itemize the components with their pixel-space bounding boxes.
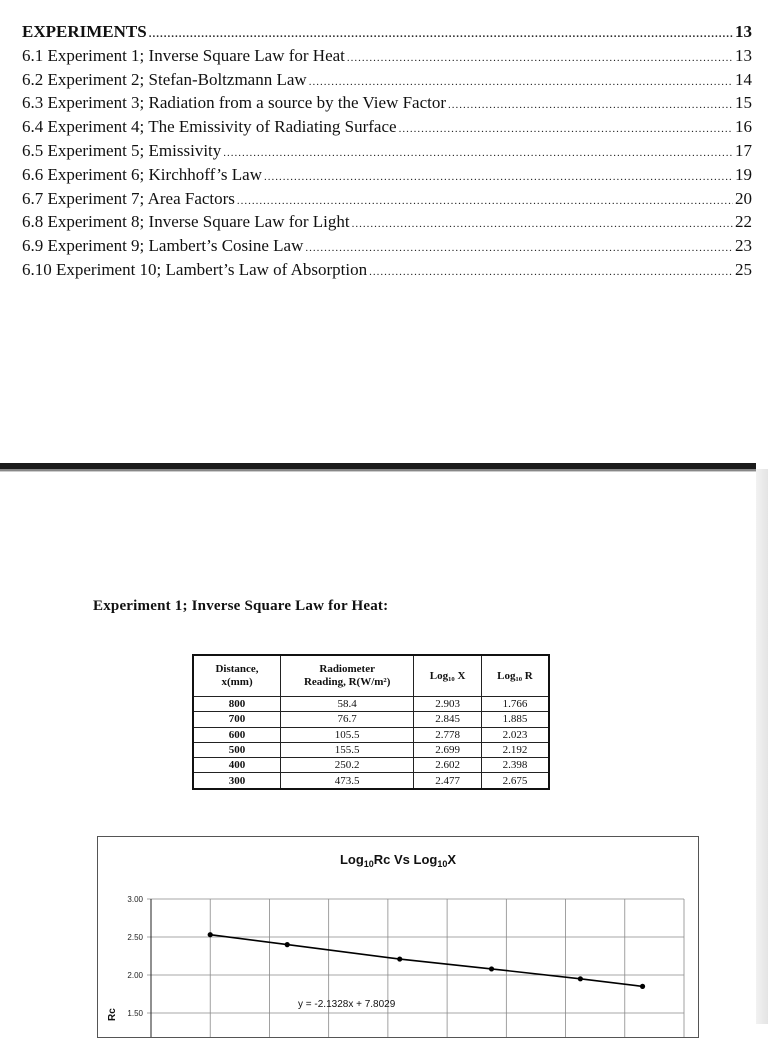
data-point — [285, 942, 290, 947]
toc-heading[interactable] — [22, 20, 752, 44]
results-table — [192, 654, 550, 790]
toc-item-page: 19 — [735, 164, 752, 184]
toc-item-label: 6.8 Experiment 8; Inverse Square Law for Light — [22, 212, 350, 232]
chart-title-subscript: 10 — [437, 859, 448, 869]
page-divider — [0, 463, 756, 469]
toc-item-label: 6.5 Experiment 5; Emissivity — [22, 140, 222, 160]
toc-item[interactable] — [22, 44, 752, 68]
toc-item-page: 13 — [735, 45, 752, 65]
table-cell: 300 — [193, 773, 281, 789]
toc-item-label: 6.9 Experiment 9; Lambert’s Cosine Law — [22, 236, 304, 256]
toc-item-page: 14 — [735, 69, 752, 89]
page-edge-shadow — [756, 469, 768, 1024]
table-cell: 2.778 — [414, 727, 482, 742]
table-cell: 2.699 — [414, 742, 482, 757]
table-cell: 76.7 — [281, 712, 414, 727]
data-point — [397, 956, 402, 961]
table-cell: 58.4 — [281, 697, 414, 712]
table-cell: 2.192 — [481, 742, 549, 757]
toc-item-label: 6.6 Experiment 6; Kirchhoff’s Law — [22, 164, 262, 184]
toc-item-page: 20 — [735, 188, 752, 208]
table-row — [193, 742, 549, 757]
table-cell: 500 — [193, 742, 281, 757]
table-cell: 2.602 — [414, 758, 482, 773]
toc-item-page: 22 — [735, 212, 752, 232]
table-cell: 1.885 — [481, 712, 549, 727]
toc-leader-dots — [369, 261, 733, 285]
toc-item-page: 23 — [735, 236, 752, 256]
toc-item-label: 6.2 Experiment 2; Stefan-Boltzmann Law — [22, 69, 307, 89]
chart-title — [340, 852, 456, 869]
table-cell: 800 — [193, 697, 281, 712]
toc-item-label: 6.10 Experiment 10; Lambert’s Law of Absorption — [22, 259, 368, 279]
toc-item-page: 25 — [735, 259, 752, 279]
table-header-cell — [193, 655, 281, 697]
table-header-row — [193, 655, 549, 697]
toc-leader-dots — [448, 94, 733, 118]
table-header-cell — [481, 655, 549, 697]
y-tick-label: 3.00 — [127, 895, 143, 904]
table-body — [193, 697, 549, 789]
header-line-1: Log₁₀ R — [497, 669, 533, 682]
toc-item[interactable] — [22, 210, 752, 234]
toc-item[interactable] — [22, 258, 752, 282]
header-line-2: Reading, R(W/m²) — [303, 676, 391, 688]
table-of-contents — [22, 20, 752, 282]
header-line-1: Distance, — [215, 663, 259, 675]
header-line-1: Radiometer — [319, 663, 375, 675]
data-point — [489, 966, 494, 971]
table-cell: 2.398 — [481, 758, 549, 773]
table-row — [193, 758, 549, 773]
toc-item-label: 6.3 Experiment 3; Radiation from a source by the View Factor — [22, 93, 447, 113]
table-cell: 600 — [193, 727, 281, 742]
data-point — [640, 984, 645, 989]
data-point — [578, 976, 583, 981]
toc-item-label: 6.7 Experiment 7; Area Factors — [22, 188, 235, 208]
table-row — [193, 697, 549, 712]
toc-item-list — [22, 44, 752, 282]
log-log-chart — [98, 837, 698, 1037]
toc-item[interactable] — [22, 163, 752, 187]
table-cell: 1.766 — [481, 697, 549, 712]
table-cell: 2.675 — [481, 773, 549, 789]
toc-item-page: 16 — [735, 117, 752, 137]
toc-leader-dots — [347, 47, 733, 71]
y-axis-label: Rc — [107, 1008, 118, 1021]
table-row — [193, 712, 549, 727]
toc-leader-dots — [399, 118, 733, 142]
toc-heading-label: EXPERIMENTS — [22, 22, 147, 41]
table-cell: 2.477 — [414, 773, 482, 789]
toc-leader-dots — [305, 237, 733, 261]
toc-item-page: 15 — [735, 93, 752, 113]
toc-item[interactable] — [22, 234, 752, 258]
toc-item[interactable] — [22, 68, 752, 92]
toc-item-page: 17 — [735, 140, 752, 160]
toc-item-label: 6.1 Experiment 1; Inverse Square Law for Heat — [22, 45, 345, 65]
data-point — [208, 932, 213, 937]
y-tick-label: 2.50 — [127, 933, 143, 942]
table-cell: 2.903 — [414, 697, 482, 712]
toc-item[interactable] — [22, 115, 752, 139]
toc-item[interactable] — [22, 139, 752, 163]
toc-item[interactable] — [22, 187, 752, 211]
table-cell: 250.2 — [281, 758, 414, 773]
table-cell: 400 — [193, 758, 281, 773]
toc-leader-dots — [352, 213, 733, 237]
chart-title-subscript: 10 — [363, 859, 374, 869]
chart-frame — [97, 836, 699, 1038]
table-header-cell — [281, 655, 414, 697]
table-cell: 2.023 — [481, 727, 549, 742]
toc-item[interactable] — [22, 91, 752, 115]
table-cell: 105.5 — [281, 727, 414, 742]
table-row — [193, 773, 549, 789]
toc-leader-dots — [264, 166, 733, 190]
y-tick-label: 1.50 — [127, 1009, 143, 1018]
table-cell: 700 — [193, 712, 281, 727]
header-line-2: x(mm) — [221, 676, 253, 688]
y-tick-label: 2.00 — [127, 971, 143, 980]
chart-title-part: Rc Vs Log — [373, 852, 438, 867]
chart-title-part: X — [447, 852, 457, 867]
chart-title-part: Log — [339, 852, 364, 867]
experiment-title: Experiment 1; Inverse Square Law for Heat: — [93, 598, 389, 614]
toc-item-label: 6.4 Experiment 4; The Emissivity of Radiating Surface — [22, 117, 397, 137]
table-cell: 2.845 — [414, 712, 482, 727]
table-header-cell — [414, 655, 482, 697]
toc-leader-dots — [223, 142, 733, 166]
header-line-1: Log₁₀ X — [429, 669, 466, 682]
trendline-equation: y = -2.1328x + 7.8029 — [298, 999, 396, 1010]
table-cell: 473.5 — [281, 773, 414, 789]
data-series-line — [210, 935, 642, 987]
toc-heading-page: 13 — [735, 22, 752, 41]
table-cell: 155.5 — [281, 742, 414, 757]
table-row — [193, 727, 549, 742]
